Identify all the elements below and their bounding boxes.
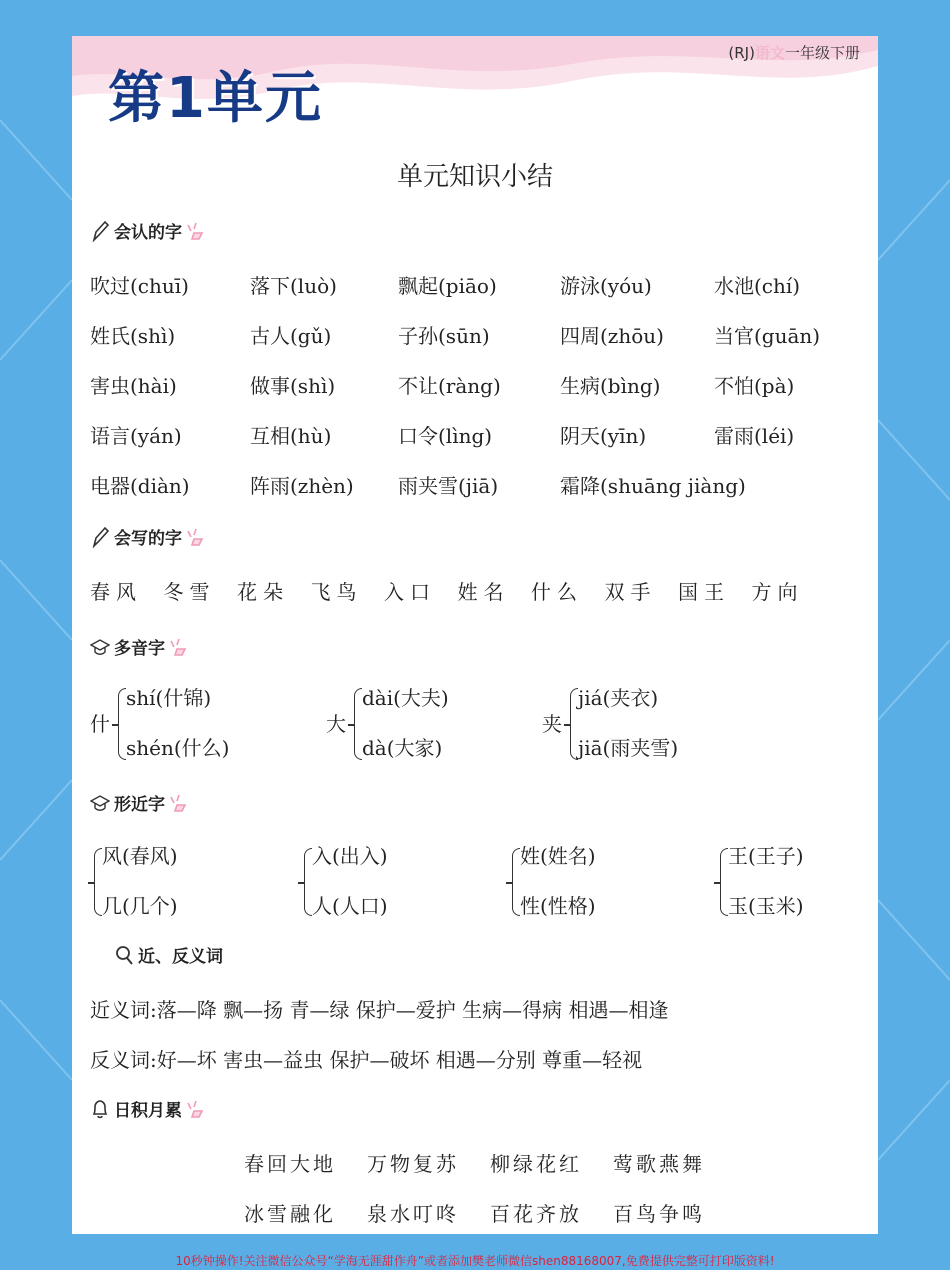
brace-shape [118, 688, 126, 760]
brace-shape [720, 848, 728, 916]
idiom: 百鸟争鸣 [613, 1202, 705, 1226]
section-synonyms-antonyms-title: 近、反义词 [138, 947, 223, 967]
polyphone-char: 什 [90, 712, 110, 736]
write-word: 花朵 [237, 580, 289, 604]
antonyms-line: 反义词:好—坏 害虫—益虫 保护—破坏 相遇—分别 尊重—轻视 [90, 1048, 643, 1072]
similar-char-bottom: 几(几个) [102, 894, 178, 918]
recognize-item: 不让(ràng) [398, 374, 501, 398]
polyphone-reading: dà(大家) [362, 736, 443, 760]
recognize-item: 姓氏(shì) [90, 324, 176, 348]
section-similar [90, 790, 187, 815]
write-word: 什么 [531, 580, 583, 604]
section-write-title: 会写的字 [114, 529, 182, 549]
graduation-cap-icon [90, 792, 110, 814]
recognize-item: 子孙(sūn) [398, 324, 490, 348]
section-write [90, 524, 204, 549]
subject-tag: 语文 [754, 44, 785, 62]
unit-title: 第1单元 [108, 66, 323, 131]
sparkle-icon [167, 637, 187, 657]
section-similar-title: 形近字 [114, 795, 165, 815]
recognize-item: 水池(chí) [714, 274, 801, 298]
recognize-item: 电器(diàn) [90, 474, 190, 498]
similar-char-bottom: 性(性格) [520, 894, 596, 918]
write-word: 入口 [384, 580, 436, 604]
write-word: 冬雪 [163, 580, 216, 604]
recognize-item: 四周(zhōu) [560, 324, 664, 348]
sparkle-icon [184, 1099, 204, 1119]
idiom: 春回大地 [244, 1152, 336, 1176]
grade-label: 一年级下册 [784, 44, 860, 62]
idiom: 柳绿花红 [490, 1152, 582, 1176]
polyphone-reading: dài(大夫) [362, 686, 449, 710]
brace-shape [304, 848, 312, 916]
write-word: 春风 [90, 580, 142, 604]
brace-shape [570, 688, 578, 760]
recognize-item: 当官(guān) [714, 324, 821, 348]
edition-label: (RJ) [728, 44, 755, 62]
brace-shape [512, 848, 520, 916]
recognize-item: 做事(shì) [250, 374, 336, 398]
recognize-item: 害虫(hài) [90, 374, 177, 398]
recognize-item: 霜降(shuāng jiàng) [560, 474, 746, 498]
similar-char-top: 入(出入) [312, 844, 388, 868]
pencil-icon [90, 526, 110, 548]
recognize-item: 不怕(pà) [714, 374, 795, 398]
section-polyphone [90, 634, 187, 659]
recognize-item: 口令(lìng) [398, 424, 493, 448]
recognize-item: 阴天(yīn) [560, 424, 647, 448]
section-accumulate [90, 1096, 204, 1121]
write-word: 飞鸟 [310, 580, 363, 604]
section-polyphone-title: 多音字 [114, 639, 165, 659]
recognize-item: 飘起(piāo) [398, 274, 497, 298]
idiom: 莺歌燕舞 [613, 1152, 705, 1176]
similar-char-top: 王(王子) [728, 844, 804, 868]
idiom: 百花齐放 [490, 1202, 582, 1226]
write-word: 双手 [604, 580, 657, 604]
footer-note: 10秒钟操作!关注微信公众号“学海无涯甜作舟”或者添加樊老师微信shen88168007,免费提供完整可打印版资料! [175, 1254, 775, 1268]
magnifier-icon [114, 944, 134, 966]
idiom: 冰雪融化 [244, 1202, 336, 1226]
synonyms-line: 近义词:落—降 飘—扬 青—绿 保护—爱护 生病—得病 相遇—相逢 [90, 998, 669, 1022]
write-word: 国王 [678, 580, 730, 604]
polyphone-char: 夹 [542, 712, 562, 736]
graduation-cap-icon [90, 636, 110, 658]
book-label [728, 42, 860, 63]
polyphone-char: 大 [326, 712, 346, 736]
sparkle-icon [184, 527, 204, 547]
brace-shape [354, 688, 362, 760]
idiom: 泉水叮咚 [367, 1202, 459, 1226]
similar-char-top: 风(春风) [102, 844, 178, 868]
polyphone-reading: jiā(雨夹雪) [578, 736, 679, 760]
recognize-item: 互相(hù) [250, 424, 332, 448]
write-word: 姓名 [457, 580, 510, 604]
write-word: 方向 [751, 580, 804, 604]
polyphone-reading: shén(什么) [126, 736, 230, 760]
similar-char-top: 姓(姓名) [520, 844, 596, 868]
polyphone-reading: shí(什锦) [126, 686, 212, 710]
section-accumulate-title: 日积月累 [114, 1101, 182, 1121]
idiom: 万物复苏 [367, 1152, 459, 1176]
bell-icon [90, 1098, 110, 1120]
recognize-item: 古人(gǔ) [250, 324, 332, 348]
sparkle-icon [167, 793, 187, 813]
polyphone-reading: jiá(夹衣) [578, 686, 659, 710]
recognize-item: 生病(bìng) [560, 374, 661, 398]
section-recognize [90, 218, 204, 243]
recognize-item: 语言(yán) [90, 424, 182, 448]
summary-title: 单元知识小结 [396, 162, 553, 192]
worksheet-page [72, 36, 878, 1234]
similar-char-bottom: 人(人口) [312, 894, 388, 918]
recognize-item: 阵雨(zhèn) [250, 474, 354, 498]
sparkle-icon [184, 221, 204, 241]
recognize-item: 雨夹雪(jiā) [398, 474, 499, 498]
recognize-item: 吹过(chuī) [90, 274, 189, 298]
section-synonyms-antonyms [114, 942, 223, 967]
pencil-icon [90, 220, 110, 242]
similar-char-bottom: 玉(玉米) [728, 894, 804, 918]
recognize-item: 雷雨(léi) [714, 424, 795, 448]
brace-shape [94, 848, 102, 916]
section-recognize-title: 会认的字 [114, 223, 182, 243]
recognize-item: 落下(luò) [250, 274, 337, 298]
recognize-item: 游泳(yóu) [560, 274, 652, 298]
